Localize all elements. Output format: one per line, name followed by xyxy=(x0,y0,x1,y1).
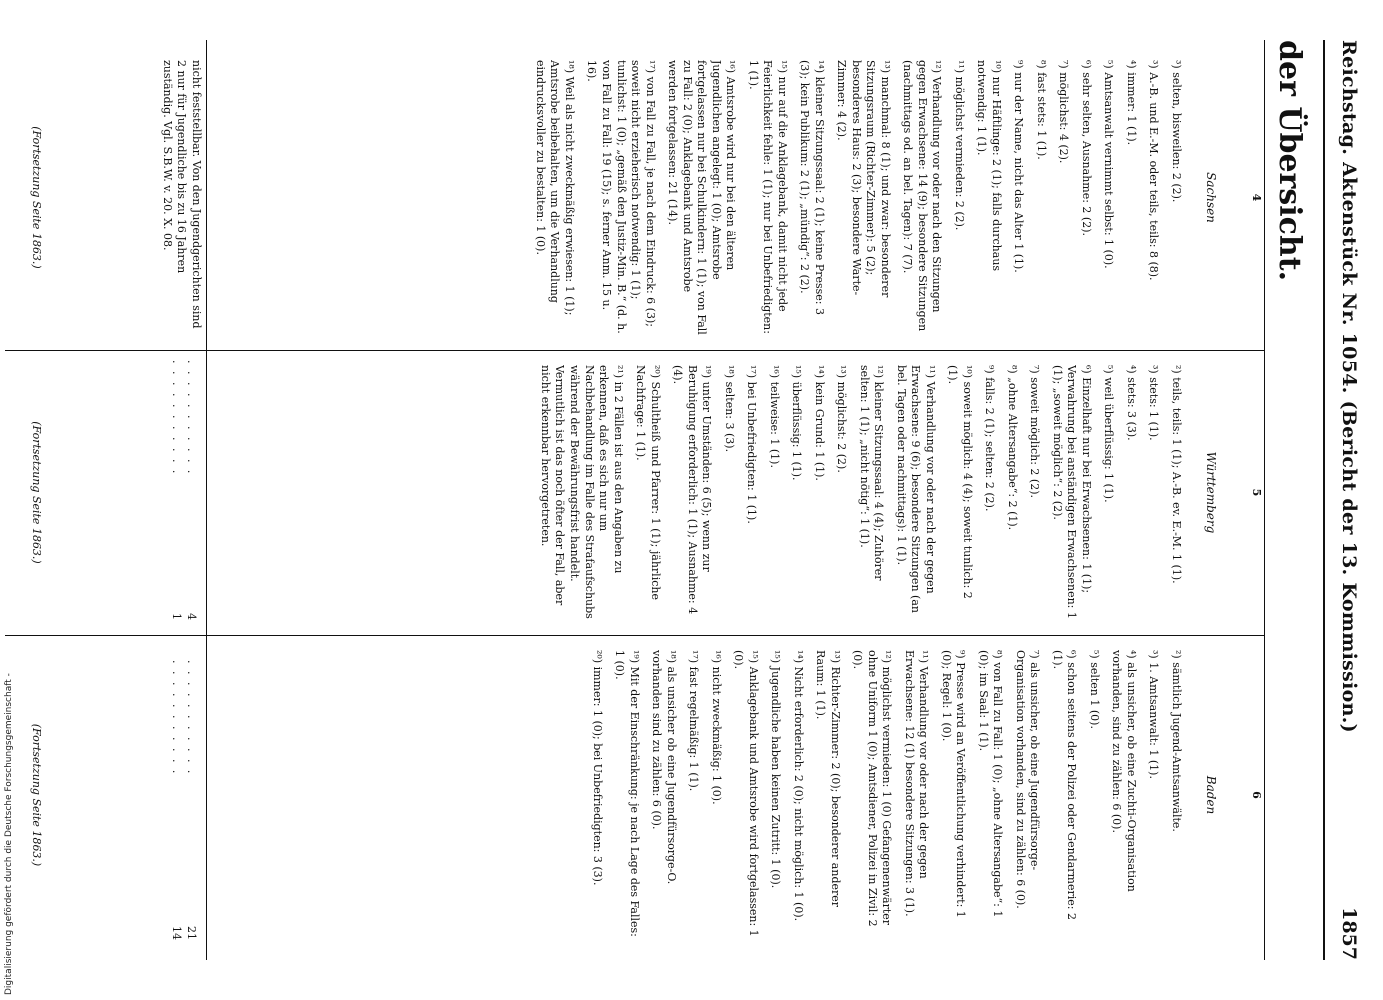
note: ¹⁸) als unsicher ob eine Jugendfürsorge-O. vorhanden sind zu zählen: 6 (0). xyxy=(650,650,678,885)
note: ¹⁹) Mit der Einschränkung: je nach Lage des Falles: 1 (0). xyxy=(613,650,641,937)
column-5-notes xyxy=(243,365,1183,620)
note: ⁸) fast stets: 1 (1). xyxy=(1034,60,1048,160)
note: ⁷) als unsicher, ob eine Jugendfürsorge-Organisation vorhanden, sind zu zählen: 6 (0). xyxy=(1013,650,1042,909)
column-6-number: 6 xyxy=(1250,791,1263,799)
count-row: . . . . . . . . . . . 4 xyxy=(185,360,198,620)
note: ¹¹) Verhandlung vor oder nach der gegen Erwachsene: 9 (6); besondere Sitzungen (an bel. Tagen oder nachmittags): 1 (1). xyxy=(894,365,937,613)
note: ¹⁰) nur Häftlinge: 2 (1); falls durchaus notwendig: 1 (1). xyxy=(975,60,1003,272)
note: ³) 1. Amtsanwalt: 1 (1). xyxy=(1147,650,1161,779)
note: ⁷) möglichst: 4 (2). xyxy=(1057,60,1071,164)
column-header-bottom-rule xyxy=(206,40,207,960)
note: ¹⁵) nur auf die Anklagebank, damit nicht jede Feierlichkeit fehle: 1 (1); nur bei Unbefriedigten: 1 (1). xyxy=(746,60,789,334)
note: ⁹) Presse wird an Veröffentlichung verhindert: 1 (0); Regel: 1 (0). xyxy=(939,650,968,918)
note: ¹⁹) unter Umständen: 6 (5); wenn zur Beruhigung erforderlich: 1 (1); Ausnahme: 4 (4). xyxy=(671,365,714,615)
note: ⁵) Amtsanwalt vernimmt selbst: 1 (0). xyxy=(1102,60,1116,269)
note: ⁸) von Fall zu Fall: 1 (0); „ohne Altersangabe“: 1 (0); im Saal: 1 (1). xyxy=(976,650,1005,918)
note: ¹⁰) soweit möglich: 4 (4); soweit tunlich: 2 (1). xyxy=(946,365,974,599)
count-value: 14 xyxy=(170,926,184,940)
note: ¹⁷) bei Unbefriedigten: 1 (1). xyxy=(745,365,759,524)
note: ⁷) soweit möglich: 2 (2). xyxy=(1028,365,1042,498)
note: ²⁰) Schultheiß und Pfarrer: 1 (1); jährliche Nachfrage: 1 (1). xyxy=(634,365,662,600)
count-value: 21 xyxy=(185,926,198,940)
note: ¹³) Richter-Zimmer: 2 (0); besonderer anderer Raum: 1 (1). xyxy=(814,650,842,908)
note: ³) A.-B. und E.-M. oder teils, teils: 8 (8). xyxy=(1147,60,1161,281)
note: ¹²) kleiner Sitzungssaal: 4 (4); Zuhörer selten: 1 (1); „nicht nötig“: 1 (1). xyxy=(857,365,886,581)
count-row: . . . . . . . . . . . 1 xyxy=(170,360,184,620)
column-6-notes xyxy=(243,650,1183,940)
note: ⁵) selten 1 (0). xyxy=(1087,650,1101,729)
column-5-counts xyxy=(169,360,198,620)
note: ⁴) immer: 1 (1). xyxy=(1124,60,1138,146)
note: ⁹) falls: 2 (1); selten: 2 (2). xyxy=(983,365,997,512)
note: ¹⁷) fast regelmäßig: 1 (1). xyxy=(687,650,701,792)
note: ¹⁶) teilweise: 1 (1). xyxy=(767,365,781,468)
count-row: . . . . . . . . . . . 21 xyxy=(185,660,198,940)
note: ¹⁴) kein Grund: 1 (1). xyxy=(812,365,826,481)
note: ¹⁶) Amtsrobe wird nur bei den älteren Jugendlichen angelegt: 1 (0); Amtsrobe fortgelassen nur bei Schulkindern: 1 (1); von Fall zu Fall: 2 (0); Anklagebank und Amtsrobe werden fortgelassen: 21 (14). xyxy=(666,60,738,335)
note: ¹⁵) Anklagebank und Amtsrobe wird fortgelassen: 1 (0). xyxy=(732,650,760,937)
note: ¹⁵) überflüssig: 1 (1). xyxy=(790,365,804,481)
column-5-number: 5 xyxy=(1250,488,1263,497)
note: ¹⁵) Jugendliche haben keinen Zutritt: 1 (0). xyxy=(769,650,783,889)
column-5-name: Württemberg xyxy=(1204,451,1219,534)
column-4-number: 4 xyxy=(1250,193,1263,202)
note: ⁶) schon seitens der Polizei oder Gendarmerie: 2 (1). xyxy=(1050,650,1079,920)
note: ⁵) weil überflüssig: 1 (1). xyxy=(1102,365,1116,503)
column-6-footer: (Fortsetzung Seite 1863.) xyxy=(30,723,43,867)
note: ⁴) als unsicher, ob eine Zuchti-Organisation vorhanden, sind zu zählen: 6 (0). xyxy=(1110,650,1138,892)
column-divider-1 xyxy=(5,350,1265,351)
column-4-header xyxy=(1203,60,1263,335)
column-divider-2 xyxy=(5,635,1265,636)
column-6-header xyxy=(1203,650,1263,940)
column-4-notes xyxy=(243,60,1183,335)
column-6-name: Baden xyxy=(1204,775,1219,815)
note: ²) teils, teils: 1 (1); A.-B. ev. E.-M. 1 (1). xyxy=(1170,365,1183,584)
note: ¹²) möglichst vermieden: 1 (0) Gefangenenwärter ohne Uniform 1 (0); Amtsdiener, Polizei in Zivil: 2 (0). xyxy=(851,650,894,927)
note: ¹⁶) nicht zweckmäßig: 1 (0). xyxy=(709,650,723,805)
note: ⁶) sehr selten, Ausnahme: 2 (2). xyxy=(1079,60,1093,236)
note: ⁹) nur der Name, nicht das Alter 1 (1). xyxy=(1012,60,1026,273)
page-number: 1857 xyxy=(1338,907,1360,960)
note: ¹¹) möglichst vermieden: 2 (2). xyxy=(952,60,966,231)
note: ³) selten, bisweilen: 2 (2). xyxy=(1170,60,1183,203)
note: ¹¹) Verhandlung vor oder nach der gegen Erwachsene: 12 (1) besondere Sitzungen: 3 (1). xyxy=(902,650,931,917)
column-4-footer: (Fortsetzung Seite 1863.) xyxy=(30,126,43,269)
note: ²) sämtlich Jugend-Amtsanwälte. xyxy=(1170,650,1183,832)
column-5-footer: (Fortsetzung Seite 1863.) xyxy=(30,421,43,564)
note: ¹⁸) selten: 3 (3). xyxy=(722,365,736,453)
note: ¹³) möglichst: 2 (2). xyxy=(835,365,849,473)
section-title: der Übersicht. xyxy=(1272,40,1307,282)
note: ¹⁴) kleiner Sitzungssaal: 2 (1); keine Presse: 3 (3); kein Publikum: 2 (1); „mündig“: 2 (2). xyxy=(798,60,826,316)
page-header-title: Reichstag. Aktenstück Nr. 1054. (Bericht der 13. Kommission.) xyxy=(1338,40,1360,733)
note: ¹⁴) Nicht erforderlich: 2 (0); nicht möglich: 1 (0). xyxy=(791,650,805,922)
note: ²⁰) immer: 1 (0); bei Unbefriedigten: 3 (3). xyxy=(590,650,604,886)
count-value: 1 xyxy=(170,613,184,620)
count-row: . . . . . . . . . . . 14 xyxy=(170,660,184,940)
note: ⁴) stets: 3 (3). xyxy=(1124,365,1138,441)
column-4-name: Sachsen xyxy=(1204,172,1219,223)
digitization-note: Digitalisierung gefördert durch die Deutsche Forschungsgemeinschaft - xyxy=(4,673,14,995)
note: ²¹) in 2 Fällen ist aus den Angaben zu erkennen, daß es sich nur um Nachbehandlung im Falle des Strafaufschubs während der Bewährungsfrist handelt. Vermutlich ist das noch öfter der Fall, aber nicht erkennbar hervorgetreten. xyxy=(538,365,625,619)
note: ⁶) Einzelhaft nur bei Erwachsenen: 1 (1); Verwahrung bei anständigen Erwachsenen: 1 (1); „soweit möglich“: 2 (2). xyxy=(1050,365,1093,619)
column-6-counts xyxy=(169,660,198,940)
note: ¹⁷) von Fall zu Fall, je nach dem Eindruck: 6 (3); soweit nicht erzieherisch notwendig: 1 (1); tunlichst: 1 (0); „gemäß den Justiz-Min. B.“ (d. h. von Fall zu Fall: 19 (15); s. ferner Anm. 15 u. 16). xyxy=(585,60,657,334)
note: ³) stets: 1 (1). xyxy=(1147,365,1161,441)
page-header xyxy=(1336,40,1361,960)
column-4-counts xyxy=(159,60,203,330)
header-rule xyxy=(1323,40,1325,960)
count-value: 4 xyxy=(185,613,198,620)
column-5-header xyxy=(1203,365,1263,620)
note: ⁸) „ohne Altersangabe“: 2 (1). xyxy=(1005,365,1019,531)
note: ¹²) Verhandlung vor oder nach den Sitzungen gegen Erwachsene: 14 (9); besondere Sitzungen (nachmittags od. an bel. Tagen): 7 (7). xyxy=(901,60,944,332)
column-4-intro: nicht feststellbar. Von den Jugendgerichten sind 2 nur für Jugendliche bis zu 16 Jahren zuständig. Vgl. S.B.W. v. 20. X. 08. xyxy=(160,60,203,329)
header-underline xyxy=(1264,40,1265,960)
note: ¹³) manchmal: 8 (1); und zwar: besonderer Sitzungsraum (Richter-Zimmer): 5 (2); besonderes Haus: 2 (3); besondere Warte-Zimmer: 4 (2). xyxy=(835,60,892,298)
note: ¹⁸) Weil als nicht zweckmäßig erwiesen: 1 (1); Amtsrobe beibehalten, um die Verhandlung eindrucksvoller zu bestalten: 1 (0). xyxy=(533,60,576,316)
